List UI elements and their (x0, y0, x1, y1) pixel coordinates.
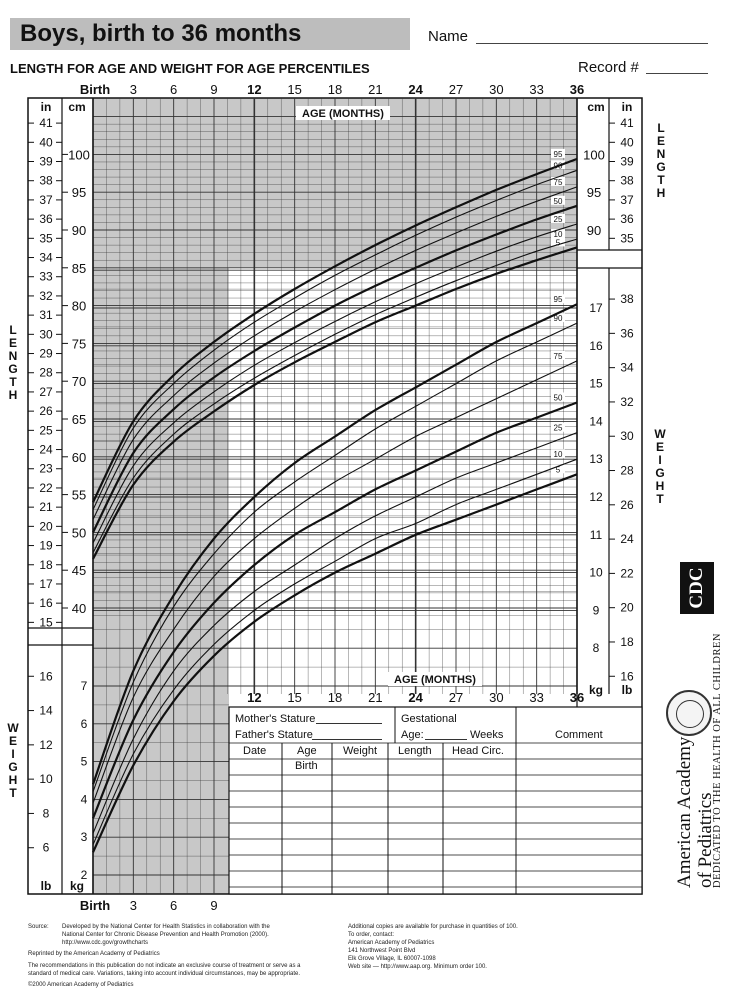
tick-label-in: 28 (39, 365, 53, 380)
tick-label-kg: 5 (80, 754, 88, 769)
x-tick-label: 30 (489, 82, 504, 97)
tick-label-cm: 80 (71, 298, 87, 314)
x-tick-label-bottom: 9 (210, 898, 218, 913)
length-percentile-label: 90 (553, 161, 563, 171)
tick-label-lb: 12 (39, 737, 53, 752)
tick-label-cm: 85 (71, 260, 87, 276)
tick-label-in: 38 (39, 173, 53, 188)
x-tick-label: 12 (247, 82, 262, 97)
footer-source (62, 923, 332, 947)
tick-label-in: 36 (620, 212, 634, 227)
tick-label-in: 32 (39, 288, 53, 303)
length-side-letter: L (9, 323, 17, 337)
tick-label-in: 31 (39, 308, 53, 323)
tick-label-lb: 28 (620, 463, 634, 478)
tick-label-cm: 95 (586, 185, 602, 201)
length-side-letter: E (8, 336, 17, 350)
length-side-letter: T (657, 173, 665, 187)
date-header: Date (243, 745, 267, 757)
footer-order-line: American Academy of Pediatrics (348, 940, 435, 946)
length-side-letter: N (8, 349, 18, 363)
tick-label-in: 22 (39, 480, 53, 495)
aap-seal-icon (666, 690, 712, 736)
fathers-stature-label: Father's Stature (235, 729, 313, 741)
footer-disclaimer-line: standard of medical care. Variations, taking into account individual circumstances, may be appropriate. (28, 971, 301, 977)
weight-side-letter: W (654, 427, 666, 441)
tick-label-in: 20 (39, 519, 53, 534)
tick-label-lb: 38 (620, 292, 634, 307)
x-tick-label-middle: 24 (408, 690, 423, 705)
weight-side-letter: E (8, 734, 17, 748)
tick-label-in: 29 (39, 346, 53, 361)
weight-percentile-label: 50 (553, 393, 563, 403)
fathers-stature-field[interactable] (312, 739, 382, 740)
tick-label-lb: 6 (42, 840, 50, 855)
tick-label-kg: 6 (80, 716, 88, 731)
tick-label-kg: 4 (80, 792, 88, 807)
x-tick-label-middle: 21 (368, 690, 383, 705)
tick-label-cm: 100 (68, 147, 90, 163)
tick-label-in: 41 (39, 116, 53, 131)
x-tick-label: 33 (529, 82, 544, 97)
x-tick-label-middle: 18 (327, 690, 343, 705)
tick-label-in: 26 (39, 404, 53, 419)
x-tick-label: 24 (408, 82, 423, 97)
birth-row-age: Birth (295, 760, 318, 772)
tick-label-in: 15 (39, 615, 53, 630)
tick-label-lb: 14 (39, 703, 53, 718)
tick-label-cm: 60 (71, 449, 87, 465)
x-tick-label-bottom: Birth (79, 898, 111, 913)
tick-label-in: 38 (620, 173, 634, 188)
footer-source-line: National Center for Chronic Disease Prevention and Health Promotion (2000). (62, 932, 269, 938)
unit-label-in: in (621, 100, 633, 114)
tick-label-cm: 95 (71, 185, 87, 201)
x-tick-label-middle: 36 (569, 690, 585, 705)
weight-side-letter: T (9, 786, 17, 800)
tick-label-lb: 24 (620, 532, 634, 547)
tick-label-lb: 16 (39, 669, 53, 684)
weight-side-letter: T (656, 492, 664, 506)
weight-side-label-left (6, 722, 20, 800)
tick-label-in: 34 (39, 250, 53, 265)
page-title: Boys, birth to 36 months (20, 20, 302, 47)
tick-label-kg: 15 (589, 376, 603, 391)
tick-label-in: 39 (39, 154, 53, 169)
tick-label-in: 41 (620, 116, 634, 131)
length-percentile-label: 10 (553, 230, 563, 240)
mothers-stature-label: Mother's Stature (235, 713, 316, 725)
unit-label-lb: lb (40, 879, 52, 893)
tick-label-cm: 50 (71, 525, 87, 541)
tick-label-cm: 55 (71, 487, 87, 503)
footer-order-line: Elk Grove Village, IL 60007-1098 (348, 956, 436, 962)
length-side-letter: G (8, 362, 18, 376)
tick-label-lb: 36 (620, 326, 634, 341)
x-tick-label-middle: 15 (287, 690, 302, 705)
footer-disclaimer-line: The recommendations in this publication do not indicate an exclusive course of treatment or serve as a (28, 963, 301, 969)
tick-label-in: 23 (39, 461, 53, 476)
x-axis-title: AGE (MONTHS) (302, 108, 384, 120)
tick-label-cm: 70 (71, 374, 87, 390)
head-circ-header: Head Circ. (452, 745, 504, 757)
weight-percentile-label: 25 (553, 423, 563, 433)
tick-label-in: 27 (39, 384, 53, 399)
unit-label-kg: kg (69, 879, 85, 893)
tick-label-in: 33 (39, 269, 53, 284)
x-axis-title: AGE (MONTHS) (394, 674, 476, 686)
footer-source-label: Source: (28, 924, 49, 930)
tick-label-lb: 20 (620, 600, 634, 615)
tick-label-kg: 12 (589, 490, 603, 504)
cdc-logo: CDC (680, 562, 714, 614)
tick-label-in: 39 (620, 154, 634, 169)
tick-label-lb: 10 (39, 772, 53, 787)
weight-percentile-label: 5 (555, 465, 561, 475)
weeks-label: Weeks (470, 729, 504, 741)
length-percentile-label: 50 (553, 196, 563, 206)
tick-label-kg: 13 (589, 452, 603, 467)
gestational-age-field[interactable] (425, 739, 467, 740)
tick-label-kg: 14 (589, 414, 603, 429)
tick-label-cm: 75 (71, 336, 87, 352)
footer-order-line: To order, contact: (348, 932, 395, 938)
tick-label-lb: 32 (620, 394, 634, 409)
x-tick-label: 18 (327, 82, 343, 97)
length-side-letter: G (656, 160, 666, 174)
tick-label-lb: 22 (620, 566, 634, 581)
footer-source-line: http://www.cdc.gov/growthcharts (62, 940, 149, 946)
x-tick-label: 36 (569, 82, 585, 97)
record-label: Record # (578, 59, 639, 76)
unit-label-kg: kg (588, 683, 604, 697)
weight-percentile-label: 95 (553, 295, 563, 305)
x-tick-label-middle: 27 (448, 690, 464, 705)
x-tick-label: 3 (129, 82, 137, 97)
length-side-label-left (6, 324, 20, 402)
x-tick-label-middle: 33 (529, 690, 544, 705)
mothers-stature-field[interactable] (316, 723, 382, 724)
unit-label-in: in (40, 100, 52, 114)
name-label: Name (428, 28, 469, 45)
x-tick-label: 6 (170, 82, 178, 97)
aap-name-line1: American Academy (674, 736, 695, 888)
gestational-age-label: Age: (401, 729, 424, 741)
unit-label-lb: lb (621, 683, 633, 697)
length-percentile-label: 5 (555, 238, 561, 248)
tick-label-kg: 2 (80, 868, 88, 882)
x-tick-label: 9 (210, 82, 218, 97)
tick-label-cm: 90 (71, 223, 87, 238)
tick-label-kg: 10 (589, 565, 603, 580)
tick-label-in: 19 (39, 538, 53, 553)
tick-label-lb: 8 (42, 806, 50, 821)
weight-side-letter: G (655, 466, 665, 480)
tick-label-kg: 17 (589, 301, 603, 315)
x-tick-label-middle: 12 (247, 690, 262, 705)
tick-label-in: 37 (620, 192, 634, 207)
weight-side-label-right (653, 428, 667, 506)
footer-order-line: 141 Northwest Point Blvd (348, 948, 416, 954)
tick-label-cm: 90 (586, 223, 602, 238)
tick-label-in: 37 (39, 192, 53, 207)
comment-header: Comment (555, 729, 603, 741)
weight-percentile-label: 10 (553, 450, 563, 460)
chart-subtitle: LENGTH FOR AGE AND WEIGHT FOR AGE PERCENTILES (10, 61, 370, 76)
footer-copyright: ©2000 American Academy of Pediatrics (28, 982, 134, 988)
length-side-letter: T (9, 375, 17, 389)
x-tick-label: 21 (368, 82, 383, 97)
length-side-letter: H (656, 186, 666, 200)
tick-label-kg: 16 (589, 338, 603, 353)
aap-name-line2: of Pediatrics (695, 792, 716, 888)
footer-reprinted: Reprinted by the American Academy of Pediatrics (28, 951, 160, 957)
tick-label-in: 40 (39, 135, 53, 150)
x-tick-label: 15 (287, 82, 302, 97)
tick-label-lb: 26 (620, 497, 634, 512)
weight-percentile-label: 90 (553, 314, 563, 324)
weight-side-letter: I (658, 453, 662, 467)
footer-order-line: Web site — http://www.aap.org. Minimum order 100. (348, 964, 487, 970)
tick-label-lb: 16 (620, 669, 634, 684)
weight-header: Weight (343, 745, 378, 757)
length-percentile-label: 95 (553, 149, 563, 159)
tick-label-lb: 34 (620, 360, 634, 375)
footer-order (348, 923, 558, 971)
tick-label-in: 16 (39, 596, 53, 611)
length-side-letter: E (656, 134, 665, 148)
weight-side-letter: E (655, 440, 664, 454)
length-percentile-label: 75 (553, 177, 563, 187)
tick-label-in: 40 (620, 135, 634, 150)
length-percentile-label: 25 (553, 214, 563, 224)
tick-label-kg: 9 (592, 603, 600, 618)
length-side-letter: N (656, 147, 666, 161)
length-side-letter: L (657, 121, 665, 135)
footer-order-line: Additional copies are available for purchase in quantities of 100. (348, 924, 518, 930)
x-tick-label-bottom: 6 (170, 898, 178, 913)
footer-disclaimer (28, 962, 338, 978)
gestational-label: Gestational (401, 713, 457, 725)
footer-source-line: Developed by the National Center for Health Statistics in collaboration with the (62, 924, 270, 930)
length-side-letter: H (8, 388, 18, 402)
tick-label-kg: 7 (80, 679, 88, 693)
tick-label-in: 35 (39, 231, 53, 246)
tick-label-in: 24 (39, 442, 53, 457)
tick-label-cm: 45 (71, 563, 87, 579)
aap-name (674, 737, 716, 888)
tick-label-in: 35 (620, 231, 634, 246)
weight-side-letter: H (8, 773, 18, 787)
x-tick-label: 27 (448, 82, 464, 97)
tick-label-in: 30 (39, 327, 53, 342)
length-side-label-right (654, 122, 668, 200)
tick-label-cm: 100 (583, 147, 605, 163)
tick-label-cm: 40 (71, 601, 87, 616)
weight-side-letter: G (8, 760, 18, 774)
weight-side-letter: H (655, 479, 665, 493)
age-header: Age (297, 745, 317, 757)
weight-percentile-label: 75 (553, 351, 563, 361)
x-tick-label-middle: 30 (489, 690, 504, 705)
tick-label-in: 18 (39, 557, 53, 572)
unit-label-cm: cm (587, 100, 605, 114)
weight-side-letter: W (7, 721, 19, 735)
tick-label-lb: 30 (620, 429, 634, 444)
x-tick-label: Birth (79, 82, 111, 97)
tick-label-cm: 65 (71, 412, 87, 427)
unit-label-cm: cm (68, 100, 86, 114)
tick-label-in: 36 (39, 212, 53, 227)
tick-label-kg: 8 (592, 641, 600, 656)
weight-side-letter: I (11, 747, 15, 761)
length-header: Length (398, 745, 432, 757)
aap-tagline: DEDICATED TO THE HEALTH OF ALL CHILDREN (712, 633, 723, 888)
tick-label-in: 17 (39, 576, 53, 591)
tick-label-kg: 3 (80, 830, 88, 845)
x-tick-label-bottom: 3 (129, 898, 137, 913)
tick-label-kg: 11 (589, 527, 603, 542)
tick-label-in: 25 (39, 423, 53, 438)
tick-label-in: 21 (39, 500, 53, 515)
tick-label-lb: 18 (620, 634, 634, 649)
